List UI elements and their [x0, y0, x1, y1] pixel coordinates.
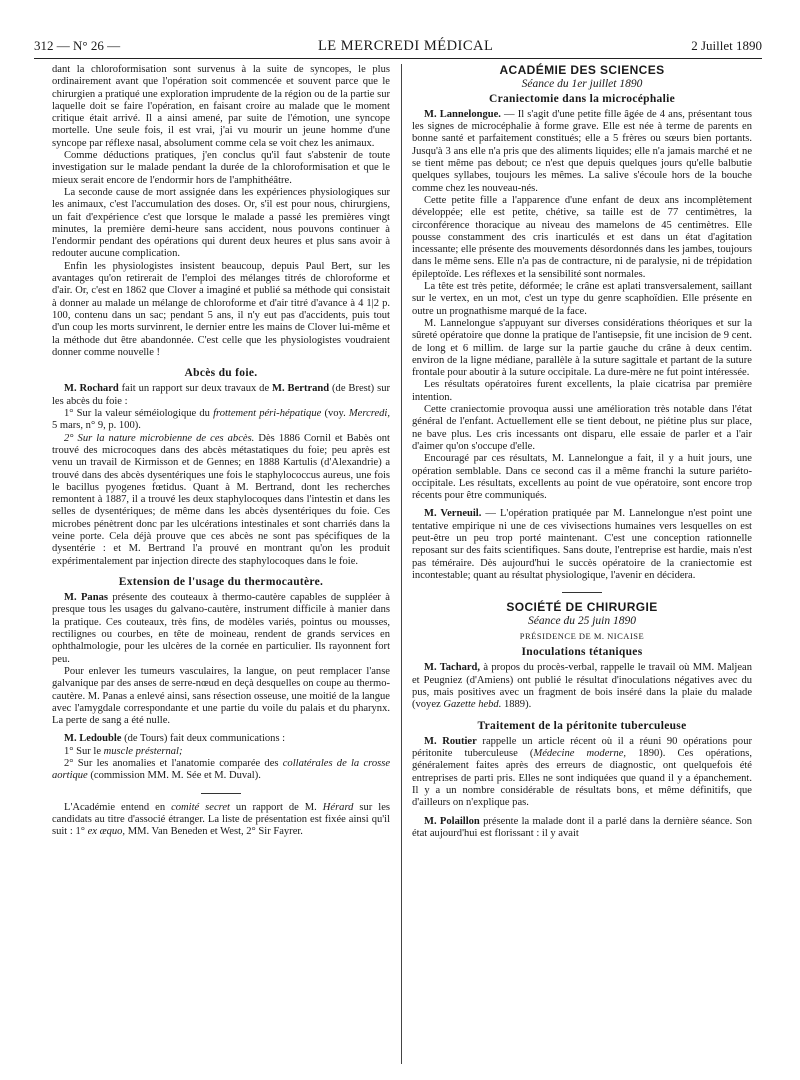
section-heading-peritonite: Traitement de la péritonite tuberculeuse [477, 719, 687, 732]
text: (de Brest) sur les abcès du foie : [52, 383, 390, 407]
text: présente des couteaux à thermo-cautère capables de suppléer à presque tous les usages du galvano-cautère, instrument difficile à manier dans la pratique. Ces couteaux, très fins, de modèles variés, pointus ou mousses, rectilignes ou courbes, en tête de moineau, rendent de grands services en ophthalmologie, pour les ulcères de la cornée en particulier. Ils rayonnent fort peu. [52, 592, 390, 665]
issue-date: 2 Juillet 1890 [691, 38, 762, 53]
paragraph: Pour enlever les tumeurs vasculaires, la langue, on peut remplacer l'anse galvanique par des anses de serre-nœud en deçà desquelles on coupe au thermo-cautère. M. Panas a enlevé ainsi, sans résection osseuse, une moitié de la langue avec l'amygdale correspondante et une partie du voile du palais et du pharynx. La perte de sang a été nulle. [52, 665, 390, 727]
session-date: Séance du 25 juin 1890 [528, 615, 636, 628]
text: collatérales de la crosse aortique [52, 758, 391, 782]
author-name: M. Panas [64, 592, 108, 604]
text: frottement péri-hépatique [213, 408, 322, 420]
text: 2° Sur la nature microbienne de ces abcès. [64, 432, 255, 444]
paragraph: Les résultats opératoires furent excellents, la plaie cicatrisa par première intention. [412, 379, 752, 403]
society-heading: ACADÉMIE DES SCIENCES [499, 63, 665, 77]
paragraph [412, 736, 752, 810]
journal-title: LE MERCREDI MÉDICAL [317, 38, 494, 54]
paragraph [52, 802, 390, 839]
separator [562, 592, 602, 593]
text: — Il s'agit d'une petite fille âgée de 4 ans, présentant tous les signes de microcéphalie à forme grave. Elle est née à terme de parents en bonne santé et parfaitement constitués; elle a 5 frères ou sœurs bien portants. Jusqu'à 3 ans elle n'a pris que des aliments liquides; elle n'a jamais marché et ne se tient même pas debout; ce n'est que depuis quelques jours qu'elle balbutie quelques syllabes, toujours les mêmes. La salive s'écoule hors de la bouche comme chez les nouveau-nés. [412, 108, 752, 194]
text: 2° Sur les anomalies et l'anatomie comparée des [64, 758, 283, 770]
left-column [52, 64, 390, 839]
author-name: M. Ledouble [64, 733, 122, 745]
presidency-line: PRÉSIDENCE DE M. NICAISE [519, 630, 645, 641]
text: 1° Sur le [64, 745, 104, 757]
paragraph: M. Lannelongue s'appuyant sur diverses considérations théoriques et sur la sûreté opératoire que donne la pratique de l'antisepsie, fit une incision de 9 cent. de long et 6 millim. de large sur la partie gauche du crâne à deux centim. environ de la ligne médiane, parallèle à la suture sagittale et partant de la suture frontale pour aboutir à la suture occipitale. La dure-mère ne fut point intéressée. [412, 317, 752, 379]
author-name: M. Bertrand [272, 383, 330, 395]
paragraph [412, 816, 752, 841]
text: Médecine moderne, [533, 748, 627, 760]
section-heading-inoculations: Inoculations tétaniques [521, 646, 643, 659]
text: rappelle un article récent où il a réuni 90 opérations pour péritonite tuberculeuse ( [412, 735, 752, 760]
paragraph: Encouragé par ces résultats, M. Lannelongue a fait, il y a huit jours, une opération semblable. Dans ce second cas il a même franchi la suture pariéto-occipitale. Les résultats, excellents au point de vue opératoire, sont encore trop récents pour être communiqués. [412, 453, 752, 502]
text: 1890). Ces opérations, généralement faites après des erreurs de diagnostic, ont quelquefois été entreprises de parti pris. Elles ne sont indiquées que quand il y a épanchement. Il y a un nombre considérable de résultats bons, et même définitifs, que d'ailleurs on n'explique pas. [412, 748, 753, 809]
list-item [52, 408, 390, 433]
separator [201, 793, 241, 794]
paragraph [412, 508, 752, 582]
paragraph [412, 662, 752, 711]
section-heading-craniectomie: Craniectomie dans la microcéphalie [489, 92, 675, 105]
text: — L'opération pratiquée par M. Lannelongue n'est point une tentative empirique ni une de ces vivisections humaines vers lesquelles on est peut-être un peu trop porté maintenant. C'est une conception rationnelle reposant sur des faits scientifiques. Sans doute, l'entreprise est hardie, mais n'est pas téméraire. Dès aujourd'hui le succès opératoire de la craniectomie est incontestable; quant au résultat physiologique, l'avenir en décidera. [412, 508, 752, 581]
column-divider [401, 64, 402, 1064]
paragraph: La tête est très petite, déformée; le crâne est aplati transversalement, saillant sur le vertex, en un mot, c'est un type du genre scaphoïdien. Elle présente en outre un prognathisme marqué de la face. [412, 281, 752, 317]
text: à propos du procès-verbal, rappelle le travail où MM. Maljean et Peugniez (d'Amiens) ont publié le résultat d'inoculations négatives avec du pus, mais positives avec un fragment de bois inséré dans la plaie du malade (voyez [412, 662, 752, 711]
session-date: Séance du 1er juillet 1890 [521, 78, 643, 91]
paragraph: Cette craniectomie provoqua aussi une amélioration très notable dans l'état général de l'enfant. Actuellement elle se tient debout, ne piétine plus sur place, ne bave plus. Les cris incessants ont disparu, elle essaie de parler et a l'air d'aimer qu'on s'occupe d'elle. [412, 404, 752, 452]
author-name: M. Lannelongue. [424, 108, 501, 120]
text: muscle présternal; [103, 745, 183, 757]
paragraph [52, 733, 390, 745]
text: MM. Van Beneden et West, 2° Sir Fayrer. [125, 826, 303, 838]
text: (voy. [321, 408, 349, 420]
text: présente la malade dont il a parlé dans la dernière séance. Son état aujourd'hui est florissant : il y avait [412, 815, 752, 839]
paragraph: Enfin les physiologistes insistent beaucoup, depuis Paul Bert, sur les avantages qu'on retirerait de l'emploi des mélanges titrés de chloroforme et d'air. Or, c'est en 1862 que Clover a imaginé et publié sa méthode qui consistait à donner au malade un mélange de chloroforme et d'air titré d'avance à 4 1|2 p. 100, contenu dans un sac; pendant 5 ans, il n'y eut pas d'accidents, puis tout d'un coup les morts survinrent, le dernier entre les mains de Clover lui-même et la méthode dut être abandonnée. C'est celle que les physiologistes voudraient donner comme nouvelle ! [52, 260, 390, 358]
text: (commission MM. M. Sée et M. Duval). [87, 770, 261, 782]
page-header [34, 38, 762, 56]
paragraph: La seconde cause de mort assignée dans les expériences physiologiques sur les animaux, c'est l'accumulation des doses. Or, s'il est pour nous, chirurgiens, un fait d'expérience c'est que lorsque le malade a passé les premières vingt minutes, la première demi-heure sans accident, nous pouvons continuer à l'endormir pendant des opérations qui durent deux heures et plus sans avoir à redouter aucune complication. [52, 186, 390, 260]
text: Dès 1886 Cornil et Babès ont trouvé des microcoques dans des abcès métastatiques du foie; peu après est venu un travail de Kirmisson et de Gennes; en 1888 Kartulis (d'Alexandrie) a trouvé dans des abcès dysentériques une fois le staphylococcus aureus, une fois le bacillus pyogenes fœtidus. Quant à M. Bertrand, dont les recherches remontent à 1887, il a trouvé les deux staphylocoques dans l'intestin et dans les selles de dysentériques; de même dans les abcès dysentériques du foie. Ces microbes pénètrent donc par les ulcérations intestinales et sont charriés dans la veine porte. Cela déjà prouve que ces abcès ne sont pas spécifiques de la dysentérie : et M. Bertrand l'a prouvé en montrant qu'on les produit expérimentalement par injection directe des staphylocoques dans le foie. [52, 432, 390, 567]
right-column [412, 64, 752, 840]
text: (de Tours) fait deux communications : [121, 733, 286, 745]
text: Gazette hebd. [443, 699, 502, 711]
paragraph: dant la chloroformisation sont survenus à la suite de syncopes, le plus ordinairement avant que l'opération soit commencée et souvent parce que le chirurgien a pratiqué une exploration imprudente de la région ou de la partie sur laquelle doit se faire l'opération, en faisant croire au malade que le moment critique était arrivé. Il a ainsi amené, par suite de l'émotion, une syncope mortelle. Une seule fois, il est vrai, j'ai vu mourir un jeune homme d'une syncope par réflexe nasal, absolument comme cela se voit chez les animaux. [52, 64, 390, 149]
paragraph [52, 592, 390, 666]
author-name: M. Verneuil. [424, 508, 482, 520]
author-name: M. Routier [424, 735, 477, 747]
text: un rapport de M. [229, 801, 323, 813]
society-heading: SOCIÉTÉ DE CHIRURGIE [506, 600, 658, 615]
text: 1889). [501, 699, 532, 711]
author-name: M. Rochard [64, 383, 119, 395]
paragraph: Cette petite fille a l'apparence d'une enfant de deux ans incomplètement développée; elle est petite, chétive, sa taille est de 77 centimètres, la circonférence thoracique au niveau des mamelons de 45 centimètres. Elle pousse constamment des cris inarticulés et est dans un état d'agitation incessante; elle présente des mouvements désordonnés dans les jambes, toujours dans le même sens. Elle n'a pas de contracture, ni de paralysie, ni de trépidation épileptoïde. Les réflexes et la sensibilité sont normales. [412, 194, 752, 280]
author-name: M. Tachard, [424, 662, 481, 674]
paragraph [52, 383, 390, 408]
list-item [52, 746, 390, 758]
section-heading-abces: Abcès du foie. [184, 367, 258, 380]
text: L'Académie entend en [64, 801, 172, 813]
page-number: 312 — N° 26 — [34, 38, 121, 53]
text: comité secret [171, 801, 230, 813]
paragraph: Comme déductions pratiques, j'en conclus qu'il faut s'abstenir de toute investigation sur le malade pendant la durée de la chloroformisation et que le mieux serait encore de l'endormir hors de l'amphithéâtre. [52, 150, 390, 186]
text: sur les candidats au titre d'associé étranger. La liste de présentation est fixée ainsi qu'il suit : 1° [52, 801, 390, 838]
author-name: M. Polaillon [424, 815, 480, 827]
text: 5 mars, n° 9, p. 100). [52, 420, 141, 432]
text: Hérard [322, 801, 354, 813]
text: 1° Sur la valeur séméiologique du [64, 408, 214, 420]
paragraph [412, 109, 752, 195]
list-item [52, 433, 390, 568]
text: Mercredi, [348, 408, 390, 420]
list-item [52, 758, 390, 783]
header-rule [34, 58, 762, 59]
text: ex æquo, [87, 826, 126, 838]
text: fait un rapport sur deux travaux de [118, 383, 273, 395]
section-heading-thermo: Extension de l'usage du thermocautère. [118, 575, 324, 588]
